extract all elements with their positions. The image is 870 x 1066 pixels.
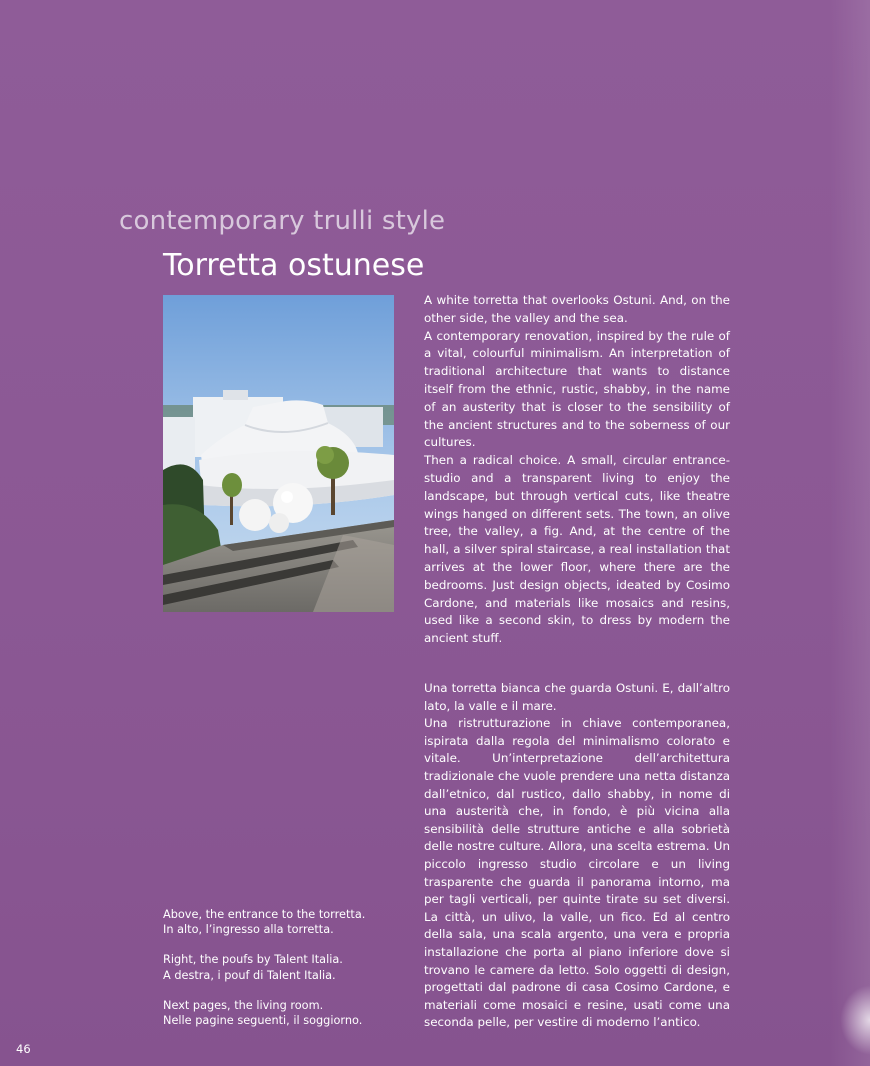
paragraph: Then a radical choice. A small, circular entrance-studio and a transparent living to enjoy the landscape, but through vertical cuts, like theatre wings hanged on different sets. The town, an olive tree, the valley, a fig. And, at the centre of the hall, a silver spiral staircase, a real installation that arrives at the lower floor, where there are the bedrooms. Just design objects, ideated by Cosimo Cardone, and materials like mosaics and resins, used like a second skin, to dress by modern the ancient stuff. [424, 453, 730, 646]
torretta-entrance-photo [163, 295, 394, 612]
caption-italian: Nelle pagine seguenti, il soggiorno. [163, 1014, 363, 1028]
caption [163, 998, 403, 1028]
article-body-english [424, 292, 730, 648]
paragraph: Una torretta bianca che guarda Ostuni. E, dall’altro lato, la valle e il mare. [424, 681, 730, 713]
caption-italian: In alto, l’ingresso alla torretta. [163, 923, 334, 937]
caption-english: Right, the poufs by Talent Italia. [163, 953, 343, 967]
caption-english: Next pages, the living room. [163, 998, 324, 1012]
page-number: 46 [16, 1042, 31, 1056]
caption-italian: A destra, i pouf di Talent Italia. [163, 968, 336, 982]
paragraph: A white torretta that overlooks Ostuni. And, on the other side, the valley and the sea. [424, 293, 730, 325]
page-corner-glare [840, 985, 870, 1055]
article-body-italian [424, 680, 730, 1032]
caption [163, 907, 403, 937]
article-title: Torretta ostunese [163, 248, 425, 283]
paragraph: A contemporary renovation, inspired by the rule of a vital, colourful minimalism. An interpretation of traditional architecture that wants to distance itself from the ethnic, rustic, shabby, in the name of an austerity that is closer to the sensibility of the ancient structures and to the soberness of our cultures. [424, 328, 730, 450]
paragraph: Una ristrutturazione in chiave contemporanea, ispirata dalla regola del minimalismo colorato e vitale. Un’interpretazione dell’architettura tradizionale che vuole prendere una netta distanza dall’etnico, dal rustico, dallo shabby, in nome di una austerità che, in fondo, è più vicina alla sensibilità delle strutture antiche e alla sobrietà delle nostre culture. Allora, una scelta estrema. Un piccolo ingresso studio circolare e un living trasparente che guarda il panorama intorno, ma per tagli verticali, per quinte tirate su set diversi. La città, un ulivo, la valle, un fico. Ed al centro della sala, una scala argento, una vera e propria installazione che porta al piano inferiore dove si trovano le camere da letto. Solo oggetti di design, progettati dal padrone di casa Cosimo Cardone, e materiali come mosaici e resine, usati come una seconda pelle, per vestire di moderno l’antico. [424, 716, 730, 1030]
page-edge-shading [830, 0, 870, 1066]
caption [163, 952, 403, 982]
photo-captions [163, 907, 403, 1043]
section-subtitle: contemporary trulli style [119, 206, 446, 236]
caption-english: Above, the entrance to the torretta. [163, 908, 366, 921]
